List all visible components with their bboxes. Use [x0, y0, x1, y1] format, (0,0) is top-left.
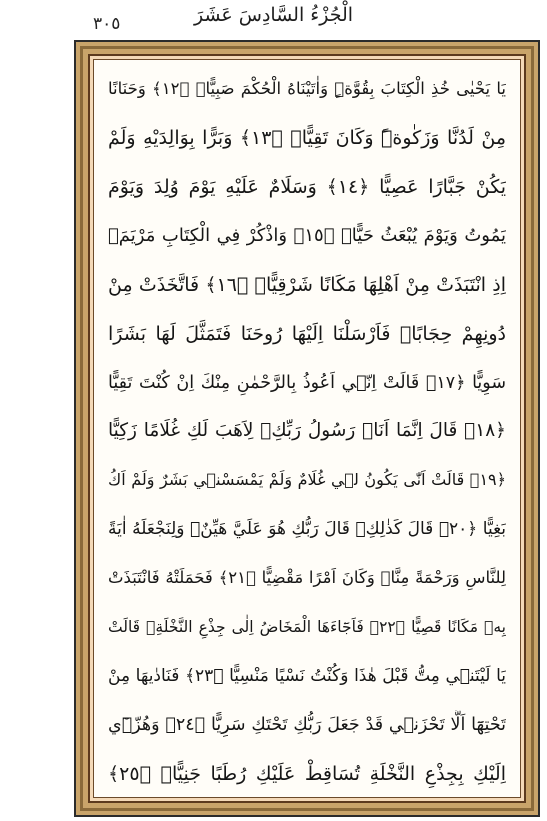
verse-line: اِلَيْكِ بِجِذْعِ النَّخْلَةِ تُسَاقِطْ عَلَيْكِ رُطَبًا جَنِيًّاۘ ﴿٢٥﴾ — [108, 762, 506, 785]
ornamental-frame — [74, 40, 540, 817]
verse-line: بَغِيًّا ﴿٢٠﴾ قَالَ كَذٰلِكِۚ قَالَ رَبُّكِ هُوَ عَلَيَّ هَيِّنٌۚ وَلِنَجْعَلَهُ اٰيَةً — [108, 519, 506, 540]
juz-title: الْجُزْءُ السَّادِسَ عَشَرَ — [193, 4, 354, 26]
verse-line: دُونِهِمْ حِجَابًاۗ فَاَرْسَلْنَا اِلَيْهَا رُوحَنَا فَتَمَثَّلَ لَهَا بَشَرًا — [108, 322, 506, 345]
verse-line: ﴿١٩﴾ قَالَتْ اَنّٰى يَكُونُ ل۪ي غُلَامٌ وَلَمْ يَمْسَسْن۪ي بَشَرٌ وَلَمْ اَكُ — [108, 470, 506, 490]
verse-line: مِنْ لَدُنَّا وَزَكٰوةًۜ وَكَانَ تَقِيًّاۙ ﴿١٣﴾ وَبَرًّا بِوَالِدَيْهِ وَلَمْ — [108, 126, 506, 149]
verse-line: لِلنَّاسِ وَرَحْمَةً مِنَّاۚ وَكَانَ اَمْرًا مَقْضِيًّا ﴿٢١﴾ فَحَمَلَتْهُ فَانْتَبَذَتْ — [108, 568, 506, 588]
frame-border-band — [80, 46, 534, 811]
page-header — [0, 0, 547, 44]
verse-line: سَوِيًّا ﴿١٧﴾ قَالَتْ اِنّ۪ي اَعُوذُ بِالرَّحْمٰنِ مِنْكَ اِنْ كُنْتَ تَقِيًّا — [108, 372, 506, 393]
verse-line: بِه۪ مَكَانًا قَصِيًّا ﴿٢٢﴾ فَاَجَٓاءَهَا الْمَخَاضُ اِلٰى جِذْعِ النَّخْلَةِۚ قَالَتْ — [108, 618, 506, 637]
page-number: ٣٠٥ — [93, 14, 121, 34]
quran-text-panel — [93, 59, 521, 798]
verse-line: يَا يَحْيٰى خُذِ الْكِتَابَ بِقُوَّةٍۜ وَاٰتَيْنَاهُ الْحُكْمَ صَبِيًّاۙ ﴿١٢﴾ وَحَنَانًا — [108, 79, 506, 98]
verse-line: ﴿١٨﴾ قَالَ اِنَّمَا اَنَا۬ رَسُولُ رَبِّكِۗ لِاَهَبَ لَكِ غُلَامًا زَكِيًّا — [108, 420, 506, 442]
frame-inner-border — [88, 54, 526, 803]
verse-line: يَمُوتُ وَيَوْمَ يُبْعَثُ حَيًّا۟ ﴿١٥﴾ وَاذْكُرْ فِي الْكِتَابِ مَرْيَمَۢ — [108, 224, 506, 246]
verse-line: يَا لَيْتَن۪ي مِتُّ قَبْلَ هٰذَا وَكُنْتُ نَسْيًا مَنْسِيًّا ﴿٢٣﴾ فَنَادٰيهَا مِنْ — [108, 666, 506, 687]
verse-line: تَحْتِهَٓا اَلَّا تَحْزَن۪ي قَدْ جَعَلَ رَبُّكِ تَحْتَكِ سَرِيًّا ﴿٢٤﴾ وَهُزّ۪ٓي — [108, 714, 506, 735]
verse-line: اِذِ انْتَبَذَتْ مِنْ اَهْلِهَا مَكَانًا شَرْقِيًّاۙ ﴿١٦﴾ فَاتَّخَذَتْ مِنْ — [108, 273, 506, 296]
verse-line: يَكُنْ جَبَّارًا عَصِيًّا ﴿١٤﴾ وَسَلَامٌ عَلَيْهِ يَوْمَ وُلِدَ وَيَوْمَ — [108, 175, 506, 198]
